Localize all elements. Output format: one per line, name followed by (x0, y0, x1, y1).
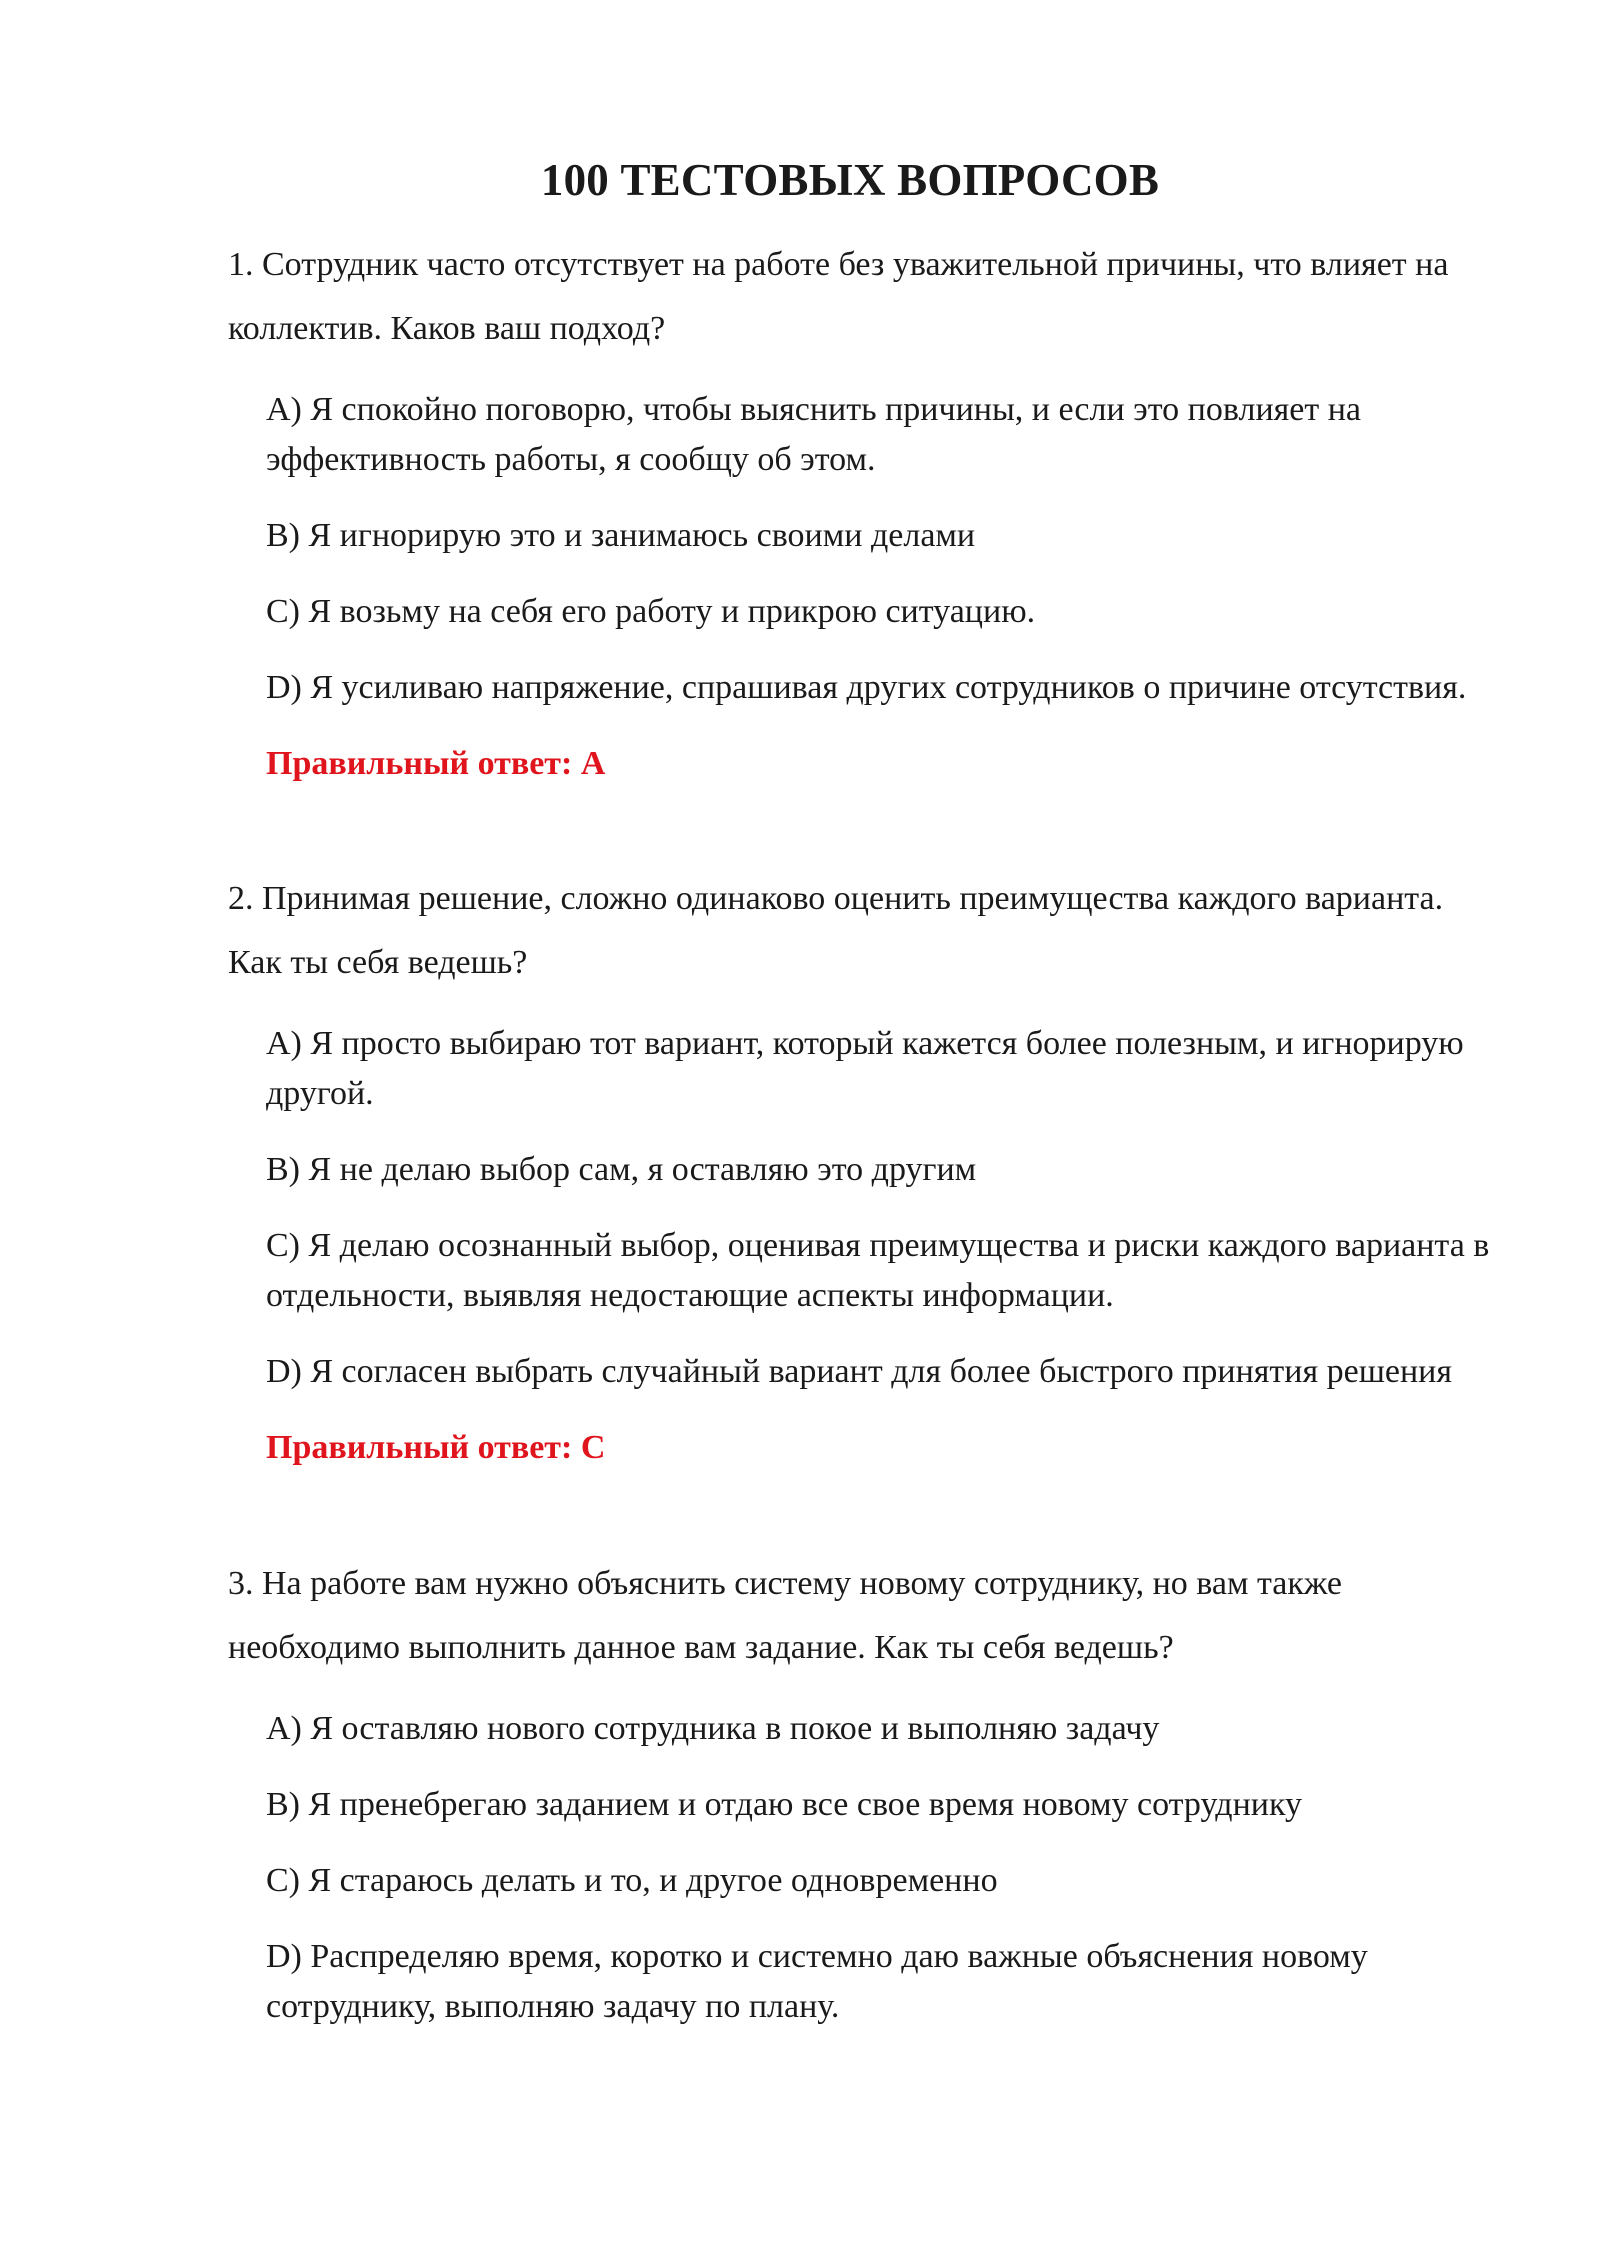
option-c: C) Я стараюсь делать и то, и другое одновременно (266, 1862, 998, 1899)
option-d: D) Я согласен выбрать случайный вариант для более быстрого принятия решения (266, 1353, 1453, 1390)
document-title: 100 ТЕСТОВЫХ ВОПРОСОВ (540, 155, 1160, 205)
options-list (266, 1019, 1488, 1397)
question-text: 2. Принимая решение, сложно одинаково оценить преимущества каждого варианта. Как ты себя ведешь? (228, 880, 1444, 981)
correct-answer: Правильный ответ: C (266, 1429, 606, 1466)
option-a: A) Я просто выбираю тот вариант, который кажется более полезным, и игнорирую другой. (266, 1025, 1464, 1112)
option-c: C) Я возьму на себя его работу и прикрою ситуацию. (266, 593, 1036, 630)
question-text: 1. Сотрудник часто отсутствует на работе без уважительной причины, что влияет на коллектив. Каков ваш подход? (228, 246, 1449, 347)
question-block (228, 233, 1488, 789)
option-a: A) Я оставляю нового сотрудника в покое и выполняю задачу (266, 1710, 1160, 1747)
option-b: B) Я не делаю выбор сам, я оставляю это другим (266, 1151, 977, 1188)
option-d: D) Я усиливаю напряжение, спрашивая других сотрудников о причине отсутствия. (266, 669, 1467, 706)
question-text: 3. На работе вам нужно объяснить систему новому сотруднику, но вам также необходимо выполнить данное вам задание. Как ты себя ведешь? (228, 1565, 1342, 1666)
option-c: C) Я делаю осознанный выбор, оценивая преимущества и риски каждого варианта в отдельности, выявляя недостающие аспекты информации. (266, 1227, 1490, 1314)
option-d: D) Распределяю время, коротко и системно даю важные объяснения новому сотруднику, выполняю задачу по плану. (266, 1938, 1368, 2025)
question-block (228, 1552, 1488, 2058)
option-b: B) Я пренебрегаю заданием и отдаю все свое время новому сотруднику (266, 1786, 1303, 1823)
options-list (266, 1704, 1488, 2032)
option-a: A) Я спокойно поговорю, чтобы выяснить причины, и если это повлияет на эффективность работы, я сообщу об этом. (266, 391, 1362, 478)
question-block (228, 867, 1488, 1473)
options-list (266, 385, 1488, 713)
correct-answer: Правильный ответ: A (266, 745, 606, 782)
option-b: B) Я игнорирую это и занимаюсь своими делами (266, 517, 976, 554)
